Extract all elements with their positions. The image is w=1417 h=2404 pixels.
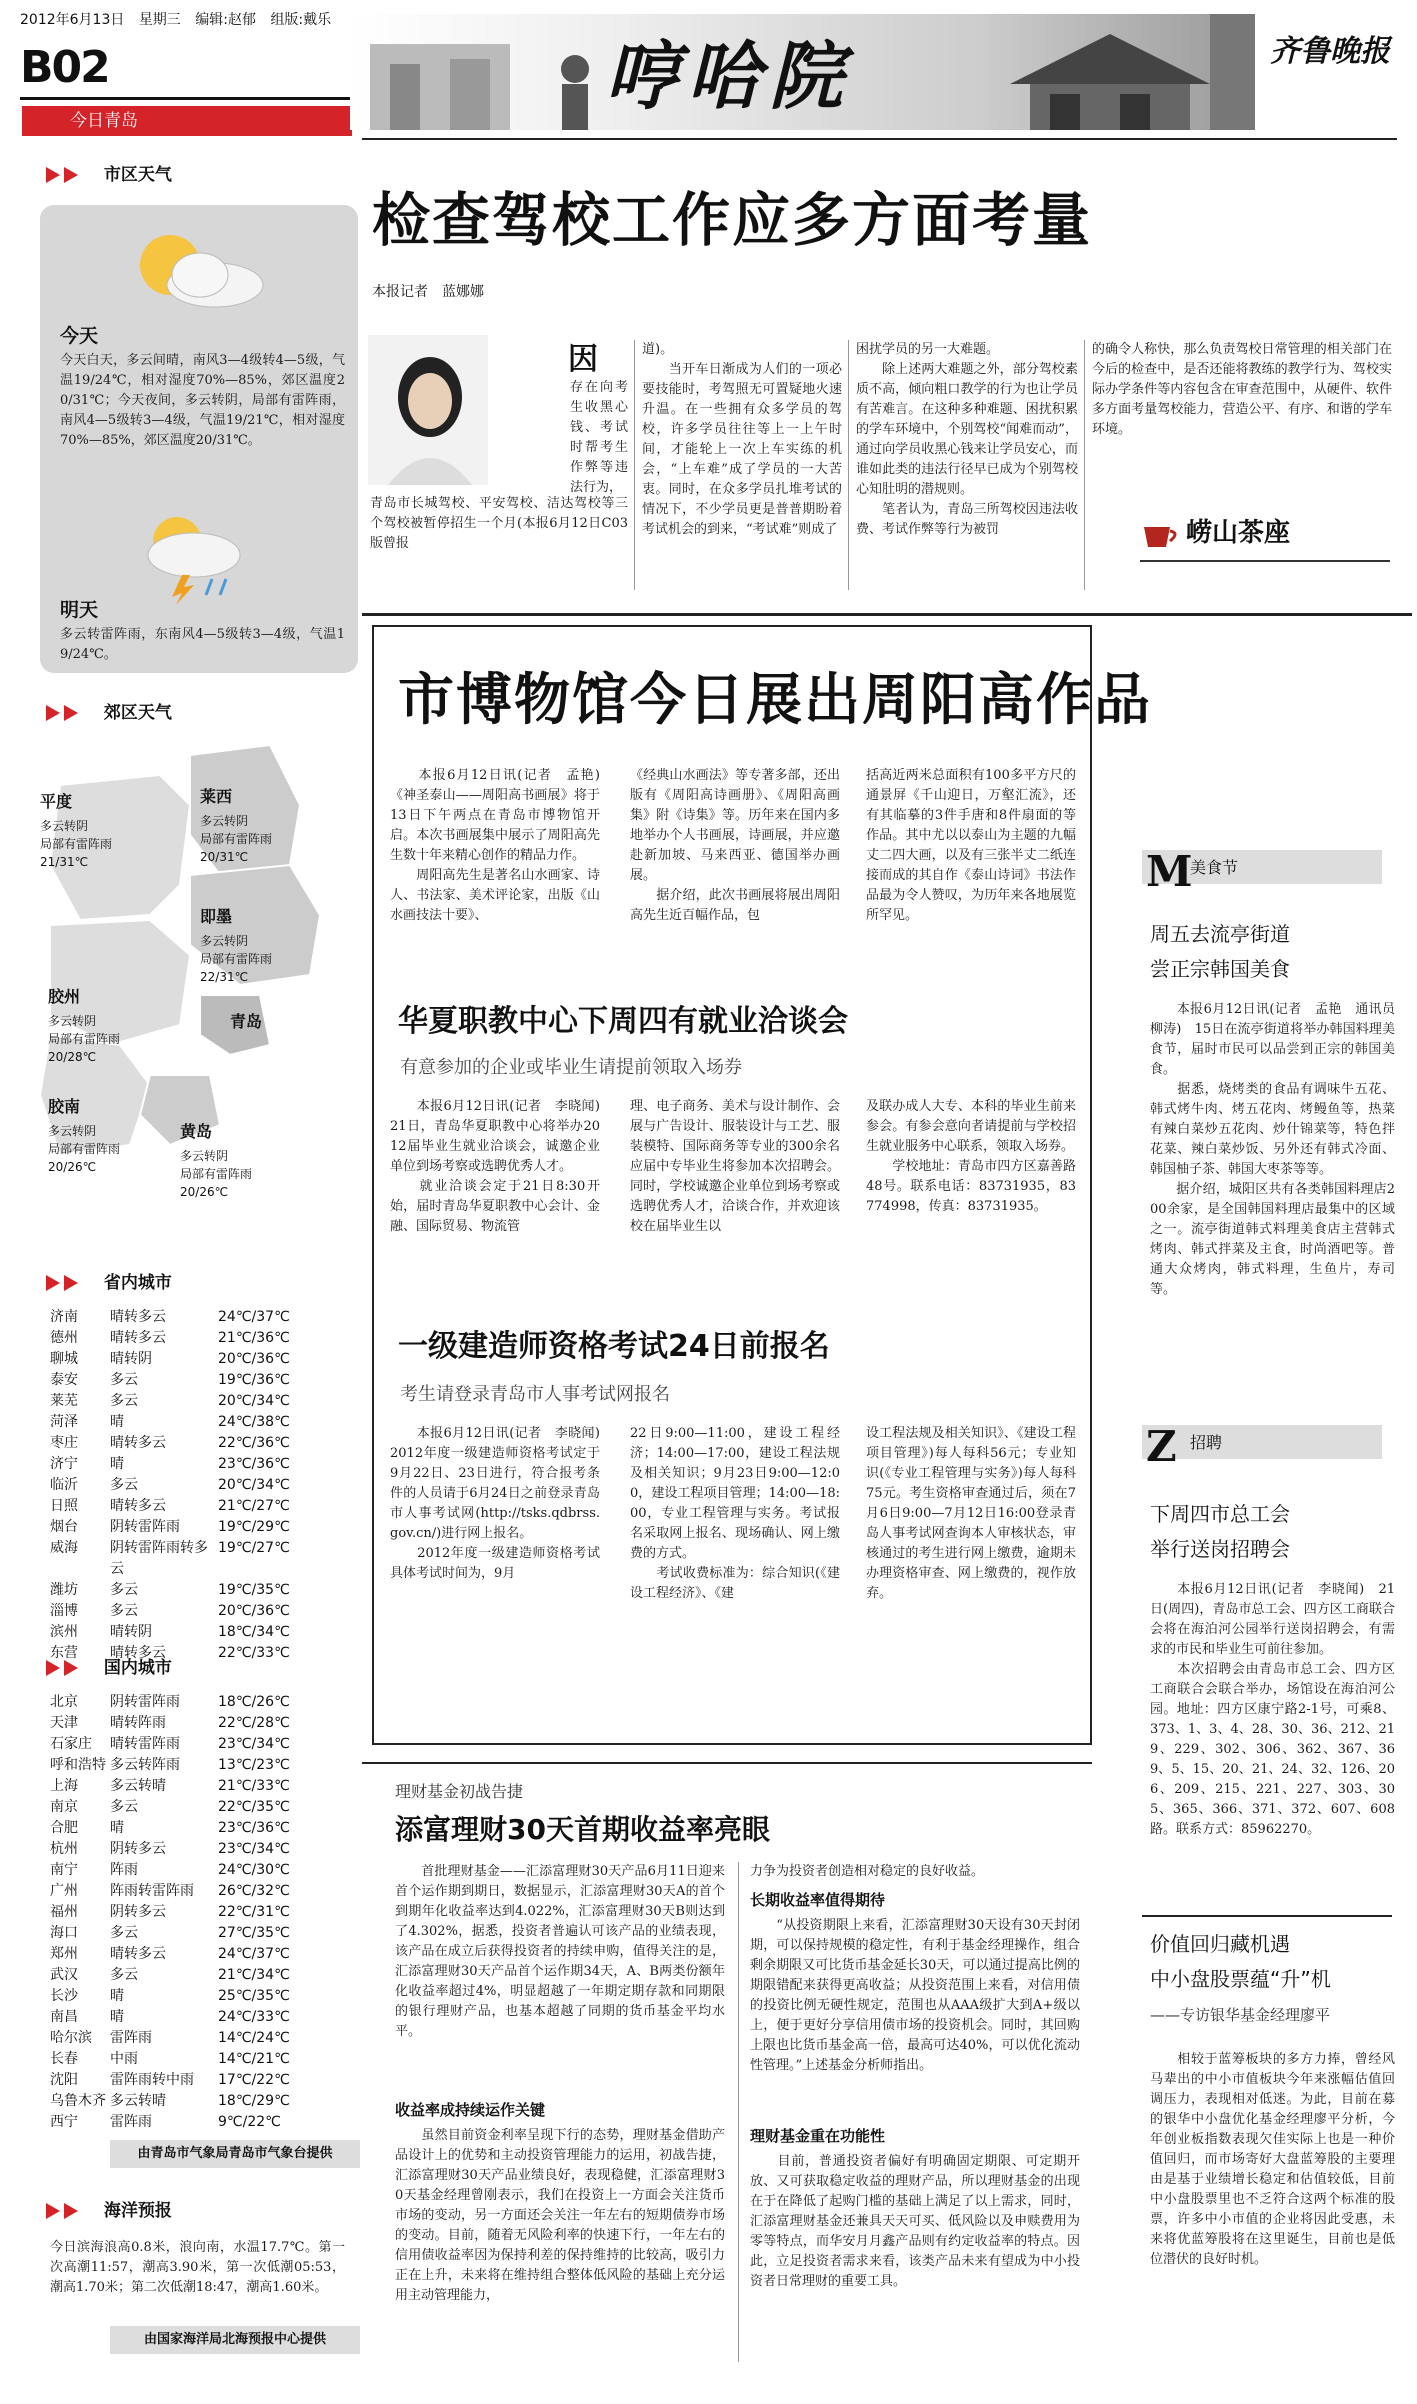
city-condition: 晴转雷阵雨 bbox=[110, 1736, 180, 1752]
today-label: 今天 bbox=[60, 325, 99, 347]
city-temperature: 20℃/36℃ bbox=[218, 1603, 290, 1619]
job-badge-letter: Z bbox=[1146, 1422, 1177, 1471]
city-temperature: 24℃/38℃ bbox=[218, 1414, 290, 1430]
city-row bbox=[50, 2049, 340, 2070]
suburb-map bbox=[40, 745, 360, 1265]
city-row bbox=[50, 1797, 340, 1818]
city-name: 西宁 bbox=[50, 2114, 78, 2130]
city-temperature: 23℃/36℃ bbox=[218, 1820, 290, 1836]
city-temperature: 19℃/36℃ bbox=[218, 1372, 290, 1388]
city-row bbox=[50, 1328, 340, 1349]
section-label: 今日青岛 bbox=[22, 106, 352, 136]
tea-column-name: 崂山茶座 bbox=[1186, 518, 1291, 548]
city-temperature: 24℃/33℃ bbox=[218, 2009, 290, 2025]
column-divider bbox=[634, 340, 635, 590]
city-temperature: 13℃/23℃ bbox=[218, 1757, 290, 1773]
city-row bbox=[50, 1412, 340, 1433]
city-row bbox=[50, 1517, 340, 1538]
city-row bbox=[50, 1986, 340, 2007]
city-temperature: 18℃/29℃ bbox=[218, 2093, 290, 2109]
city-row bbox=[50, 1734, 340, 1755]
city-condition: 阴转雷阵雨 bbox=[110, 1519, 180, 1535]
city-name: 天津 bbox=[50, 1715, 78, 1731]
article1-col1: 青岛市长城驾校、平安驾校、洁达驾校等三个驾校被暂停招生一个月(本报6月12日C03版曾报 bbox=[370, 496, 628, 551]
city-temperature: 22℃/36℃ bbox=[218, 1435, 290, 1451]
header-editor: 编辑:赵郁 bbox=[195, 12, 256, 28]
area-pingdu bbox=[40, 790, 112, 871]
article5-col2b: “从投资期限上来看，汇添富理财30天设有30天封闭期，可以保持规模的稳定性，有利于基金经理操作，组合剩余期限又可比货币基金延长30天，可以通过提高比例的期限错配来获得更高收益；从投资范围上来看，对信用债的投资比例无硬性规定，范围也从AAA级扩大到A+级以上，便于更好分享信用债市场的投资机会。同时，其回购上限也比货币基金高一倍，最高可达40%，可以优化流动性管理。”上述基金分析师指出。 bbox=[750, 1918, 1080, 2073]
city-row bbox=[50, 1370, 340, 1391]
city-name: 广州 bbox=[50, 1883, 78, 1899]
arrow-icon bbox=[64, 1275, 78, 1291]
city-temperature: 21℃/33℃ bbox=[218, 1778, 290, 1794]
article5-col1a: 首批理财基金——汇添富理财30天产品6月11日迎来首个运作期到期日，数据显示，汇添富理财30天A的首个到期年化收益率达到4.022%，汇添富理财30天B则达到了4.302%，据悉，投资者普遍认可该产品的业绩表现，该产品在成立后获得投资者的持续申购，值得关注的是，汇添富理财30天产品首个运作期34天，A、B两类份额年化收益率超过4%，明显超越了一年期定期存款和同期限的银行理财产品，也基本超越了同期的货币基金平均水平。 bbox=[395, 1864, 725, 2039]
national-source: 由青岛市气象局青岛市气象台提供 bbox=[110, 2140, 360, 2168]
area-forecast: 多云转阴 局部有雷阵雨 20/26℃ bbox=[48, 1124, 121, 1175]
tomorrow-label: 明天 bbox=[60, 599, 99, 621]
city-row bbox=[50, 1923, 340, 1944]
header-layout: 组版:戴乐 bbox=[270, 12, 332, 28]
city-condition: 多云 bbox=[110, 1477, 138, 1493]
city-condition: 多云转阵雨 bbox=[110, 1757, 180, 1773]
city-condition: 阴转雷阵雨 bbox=[110, 1694, 180, 1710]
city-row bbox=[50, 1902, 340, 1923]
city-temperature: 22℃/35℃ bbox=[218, 1799, 290, 1815]
city-temperature: 14℃/24℃ bbox=[218, 2030, 290, 2046]
arrow-icon bbox=[64, 705, 78, 721]
city-name: 莱芜 bbox=[50, 1393, 78, 1409]
city-condition: 多云 bbox=[110, 1799, 138, 1815]
city-name: 上海 bbox=[50, 1778, 78, 1794]
city-row bbox=[50, 1538, 340, 1580]
article1-col3: 困扰学员的另一大难题。 除上述两大难题之外，部分驾校素质不高，倾向粗口教学的行为也让学员有苦难言。在这种多种难题、困扰积累的学车环境中，个别驾校“闻难而动”，通过向学员收黑心钱来让学员安心，而谁如此类的违法行径早已成为个别驾校心知肚明的潜规则。 笔者认为，青岛三所驾校因违法收费、考试作弊等行为被罚 bbox=[856, 342, 1078, 537]
city-name: 福州 bbox=[50, 1904, 78, 1920]
city-row bbox=[50, 1496, 340, 1517]
city-temperature: 24℃/37℃ bbox=[218, 1309, 290, 1325]
arrow-icon bbox=[64, 167, 78, 183]
article1-col2: 道)。 当开车日渐成为人们的一项必要技能时，考驾照无可置疑地火速升温。在一些拥有众多学员的驾校，许多学员往往等上一上午时间，才能轮上一次上车实练的机会，“上车难”成了学员的一大苦衷。同时，在众多学员扎堆考试的情况下，不少学员更是普普期盼着考试机会的到来，“考试难”则成了 bbox=[642, 342, 842, 537]
city-row bbox=[50, 2091, 340, 2112]
column-divider bbox=[738, 1862, 739, 2362]
city-name: 南京 bbox=[50, 1799, 78, 1815]
city-condition: 晴转多云 bbox=[110, 1435, 166, 1451]
city-condition: 晴转阴 bbox=[110, 1351, 152, 1367]
suburb-weather-title: 郊区天气 bbox=[103, 703, 172, 723]
city-row bbox=[50, 1580, 340, 1601]
header-weekday: 星期三 bbox=[138, 12, 181, 28]
article1-title: 检查驾校工作应多方面考量 bbox=[372, 186, 1093, 254]
job-text: 本报6月12日讯(记者 李晓闻) 21日(周四)，青岛市总工会、四方区工商联合会将在海泊河公园举行送岗招聘会，有需求的市民和毕业生可前往参加。 本次招聘会由青岛市总工会、四方区工商联合会联合举办，场馆设在海泊河公园。地址：四方区康宁路2-1号，可乘8、373、1、3、4、28、30、36、212、219、229、302、306、362、367、369、5、15、20、21、24、32、126、206、209、215、221、227、303、305、365、366、371、372、607、608路。联系方式：85962270。 bbox=[1150, 1582, 1395, 1837]
city-name: 南宁 bbox=[50, 1862, 78, 1878]
city-condition: 多云 bbox=[110, 1393, 138, 1409]
province-title: 省内城市 bbox=[103, 1273, 172, 1293]
city-condition: 雷阵雨转中雨 bbox=[110, 2072, 194, 2088]
city-row bbox=[50, 1475, 340, 1496]
city-temperature: 19℃/27℃ bbox=[218, 1540, 290, 1556]
city-temperature: 20℃/34℃ bbox=[218, 1477, 290, 1493]
city-condition: 阵雨 bbox=[110, 1862, 138, 1878]
city-row bbox=[50, 1818, 340, 1839]
city-row bbox=[50, 1755, 340, 1776]
header-date: 2012年6月13日 bbox=[20, 12, 125, 28]
city-condition: 晴转多云 bbox=[110, 1645, 166, 1661]
city-name: 烟台 bbox=[50, 1519, 78, 1535]
city-condition: 晴 bbox=[110, 2009, 124, 2025]
article2-col3: 括高近两米总面积有100多平方尺的通景屏《千山迎日，万壑汇流》，还有其临摹的3件手唐和8件扇面的等作品。其中尤以以泰山为主题的九幅丈二四大画，以及有三张半丈二纸连接而成的其自作《泰山诗词》书法作品最为令人赞叹，为历年来各地展览所罕见。 bbox=[866, 768, 1076, 923]
article5-col1b: 虽然目前资金利率呈现下行的态势，理财基金借助产品设计上的优势和主动投资管理能力的运用，初战告捷，汇添富理财30天产品业绩良好，表现稳健，汇添富理财30天基金经理曾刚表示，我们在投资上一方面会关注货币市场的变动，另一方面还会关注一年左右的短期债券市场的变动。目前，随着无风险利率的快速下行，一年左右的信用债收益率因为保持利差的保持维持的比较高，吸引力正在上升，未来将在维持组合整体低风险的基础上充分运用主动管理能力， bbox=[395, 2128, 725, 2303]
article2-col2: 《经典山水画法》等专著多部，还出版有《周阳高诗画册》、《周阳高画集》附《诗集》等。历年来在国内多地举办个人书画展，诗画展，并应邀赴新加坡、马来西亚、德国举办画展。 据介绍，此次书画展将展出周阳高先生近百幅作品，包 bbox=[630, 768, 840, 923]
area-qingdao: 青岛 bbox=[230, 1012, 263, 1031]
city-name: 聊城 bbox=[50, 1351, 78, 1367]
food-text: 本报6月12日讯(记者 孟艳 通讯员 柳涛) 15日在流亭街道将举办韩国料理美食节，届时市民可以品尝到正宗的韩国美食。 据悉，烧烤类的食品有调味牛五花、韩式烤牛肉、烤五花肉、烤鳗鱼等，热菜有辣白菜炒五花肉、炒什锦菜等，特色拌花菜、辣白菜炒饭、另外还有韩式冷面、韩国柚子茶、韩国大枣茶等等。 据介绍，城阳区共有各类韩国料理店200余家，是全国韩国料理店最集中的区域之一。流亭街道韩式料理美食店主营韩式烤肉、韩式拌菜及主食，时尚酒吧等。普通大众烤肉，韩式料理，生鱼片，寿司等。 bbox=[1150, 1002, 1395, 1297]
city-temperature: 20℃/36℃ bbox=[218, 1351, 290, 1367]
city-name: 潍坊 bbox=[50, 1582, 78, 1598]
dropcap: 因 bbox=[568, 342, 598, 377]
article5-col2c: 目前，普通投资者偏好有明确固定期限、可定期开放、又可获取稳定收益的理财产品，所以理财基金的出现在于在降低了起购门槛的基础上满足了以上需求，同时，汇添富理财基金还兼具天天可买、低风险以及申赎费用为零等特点，而华安月月鑫产品则有约定收益率的特点。因此，立足投资者需求来看，该类产品未来有望成为中小投资者日常理财的重要工具。 bbox=[750, 2154, 1080, 2289]
city-condition: 多云 bbox=[110, 1603, 138, 1619]
city-temperature: 22℃/31℃ bbox=[218, 1904, 290, 1920]
city-row bbox=[50, 2007, 340, 2028]
city-name: 武汉 bbox=[50, 1967, 78, 1983]
city-condition: 阴转雷阵雨转多云 bbox=[110, 1540, 208, 1577]
article5-sub1: 收益率成持续运作关键 bbox=[395, 2101, 546, 2119]
brand-logo: 齐鲁晚报 bbox=[1270, 34, 1390, 69]
city-name: 乌鲁木齐 bbox=[50, 2093, 106, 2109]
city-name: 德州 bbox=[50, 1330, 78, 1346]
city-row bbox=[50, 1349, 340, 1370]
article2-col1: 本报6月12日讯(记者 孟艳)《神圣泰山——周阳高书画展》将于13日下午两点在青岛市博物馆开启。本次书画展集中展示了周阳高先生数十年来精心创作的精品力作。 周阳高先生是著名山水画家、诗人、书法家、美术评论家，出版《山水画技法十要》、 bbox=[390, 768, 600, 923]
city-name: 石家庄 bbox=[50, 1736, 92, 1752]
city-weather-heading bbox=[46, 160, 172, 190]
city-row bbox=[50, 1713, 340, 1734]
city-condition: 多云 bbox=[110, 1372, 138, 1388]
area-name: 莱西 bbox=[200, 787, 233, 806]
header-meta bbox=[20, 10, 341, 30]
city-weather-box bbox=[40, 205, 358, 673]
arrow-icon bbox=[46, 167, 60, 183]
city-temperature: 21℃/36℃ bbox=[218, 1330, 290, 1346]
food-badge-letter: M bbox=[1146, 847, 1193, 896]
area-jiaozhou bbox=[48, 985, 120, 1066]
city-name: 合肥 bbox=[50, 1820, 78, 1836]
city-condition: 晴转多云 bbox=[110, 1946, 166, 1962]
city-temperature: 14℃/21℃ bbox=[218, 2051, 290, 2067]
province-heading bbox=[46, 1268, 172, 1298]
city-row bbox=[50, 2070, 340, 2091]
province-table bbox=[50, 1307, 340, 1664]
city-temperature: 17℃/22℃ bbox=[218, 2072, 290, 2088]
article5-sub3: 理财基金重在功能性 bbox=[750, 2127, 886, 2145]
city-name: 菏泽 bbox=[50, 1414, 78, 1430]
arrow-icon bbox=[64, 2203, 78, 2219]
city-name: 长春 bbox=[50, 2051, 78, 2067]
ocean-heading bbox=[46, 2196, 172, 2226]
city-row bbox=[50, 1839, 340, 1860]
area-name: 平度 bbox=[40, 792, 73, 811]
city-row bbox=[50, 1454, 340, 1475]
city-condition: 晴 bbox=[110, 1414, 124, 1430]
article1-byline: 本报记者 蓝娜娜 bbox=[372, 284, 484, 300]
area-forecast: 多云转阴 局部有雷阵雨 20/31℃ bbox=[200, 814, 273, 865]
city-name: 杭州 bbox=[50, 1841, 78, 1857]
city-name: 滨州 bbox=[50, 1624, 78, 1640]
city-temperature: 23℃/36℃ bbox=[218, 1456, 290, 1472]
city-name: 威海 bbox=[50, 1540, 78, 1556]
area-jimo bbox=[200, 905, 272, 986]
city-condition: 晴 bbox=[110, 1820, 124, 1836]
teacup-icon bbox=[1140, 517, 1180, 551]
article5-kicker: 理财基金初战告捷 bbox=[395, 1782, 524, 1801]
article1-col4: 的确令人称快，那么负责驾校日常管理的相关部门在今后的检查中，是否还能将教练的教学行为、驾校实际办学条件等内容包含在审查范围中，从硬件、软件多方面考量驾校能力，营造公平、有序、和谐的学车环境。 bbox=[1092, 342, 1392, 437]
city-temperature: 9℃/22℃ bbox=[218, 2114, 281, 2130]
box-top-rule bbox=[362, 613, 1412, 616]
area-forecast: 多云转阴 局部有雷阵雨 22/31℃ bbox=[200, 934, 273, 985]
city-temperature: 20℃/34℃ bbox=[218, 1393, 290, 1409]
arrow-icon bbox=[64, 1660, 78, 1676]
city-row bbox=[50, 2112, 340, 2133]
city-temperature: 24℃/37℃ bbox=[218, 1946, 290, 1962]
city-row bbox=[50, 1776, 340, 1797]
city-name: 淄博 bbox=[50, 1603, 78, 1619]
city-condition: 晴转多云 bbox=[110, 1498, 166, 1514]
partly-cloudy-icon bbox=[120, 223, 270, 313]
article3-col3: 及联办成人大专、本科的毕业生前来参会。有参会意向者请提前与学校招生就业服务中心联系，领取入场券。 学校地址：青岛市四方区嘉善路48号。联系电话：83731935，83774998，传真：83731935。 bbox=[866, 1099, 1076, 1214]
city-condition: 晴转阵雨 bbox=[110, 1715, 166, 1731]
article4-subtitle: 考生请登录青岛市人事考试网报名 bbox=[400, 1384, 670, 1405]
city-condition: 晴转多云 bbox=[110, 1309, 166, 1325]
column-divider bbox=[848, 340, 849, 590]
city-temperature: 26℃/32℃ bbox=[218, 1883, 290, 1899]
city-row bbox=[50, 2028, 340, 2049]
city-name: 济宁 bbox=[50, 1456, 78, 1472]
city-temperature: 18℃/26℃ bbox=[218, 1694, 290, 1710]
food-title1: 周五去流亭街道 bbox=[1150, 922, 1290, 946]
city-name: 呼和浩特 bbox=[50, 1757, 106, 1773]
city-weather-title: 市区天气 bbox=[103, 165, 172, 185]
city-temperature: 21℃/27℃ bbox=[218, 1498, 290, 1514]
ocean-forecast: 今日滨海浪高0.8米，浪向南，水温17.7℃。第一次高潮11:57，潮高3.90米，第一次低潮05:53，潮高1.70米；第二次低潮18:47，潮高1.60米。 bbox=[50, 2240, 345, 2295]
area-forecast: 多云转阴 局部有雷阵雨 20/28℃ bbox=[48, 1014, 121, 1065]
article3-col2: 理、电子商务、美术与设计制作、会展与广告设计、服装设计与工艺、服装模特、国际商务等专业的300余名应届中专毕业生将参加本次招聘会。同时，学校诚邀企业单位到场考察或选聘优秀人才，洽谈合作，并欢迎该校在届毕业生以 bbox=[630, 1099, 840, 1234]
city-name: 济南 bbox=[50, 1309, 78, 1325]
city-condition: 阵雨转雷阵雨 bbox=[110, 1883, 194, 1899]
article3-title: 华夏职教中心下周四有就业洽谈会 bbox=[398, 1004, 848, 1039]
author-photo bbox=[368, 335, 488, 485]
area-forecast: 多云转阴 局部有雷阵雨 20/26℃ bbox=[180, 1149, 253, 1200]
job-section: 招聘 bbox=[1190, 1433, 1223, 1452]
city-condition: 多云 bbox=[110, 1925, 138, 1941]
city-temperature: 24℃/30℃ bbox=[218, 1862, 290, 1878]
food-title2: 尝正宗韩国美食 bbox=[1150, 957, 1290, 981]
article5-sub2: 长期收益率值得期待 bbox=[750, 1891, 886, 1909]
city-condition: 多云转晴 bbox=[110, 2093, 166, 2109]
article3-subtitle: 有意参加的企业或毕业生请提前领取入场券 bbox=[400, 1057, 742, 1078]
city-temperature: 23℃/34℃ bbox=[218, 1736, 290, 1752]
column-divider bbox=[1084, 340, 1085, 590]
article5-col2a: 力争为投资者创造相对稳定的良好收益。 bbox=[750, 1864, 985, 1879]
tomorrow-forecast: 多云转雷阵雨，东南风4—5级转3—4级，气温19/24℃。 bbox=[60, 627, 345, 662]
area-huangdao bbox=[180, 1120, 252, 1201]
city-temperature: 25℃/35℃ bbox=[218, 1988, 290, 2004]
city-row bbox=[50, 1433, 340, 1454]
article4-col1: 本报6月12日讯(记者 李晓闻) 2012年度一级建造师资格考试定于9月22日、23日进行，符合报考条件的人员请于6月24日之前登录青岛市人事考试网(http://tsks.qdbrss.gov.cn/)进行网上报名。 2012年度一级建造师资格考试具体考试时间为，9月 bbox=[390, 1426, 600, 1581]
city-temperature: 27℃/35℃ bbox=[218, 1925, 290, 1941]
city-temperature: 22℃/28℃ bbox=[218, 1715, 290, 1731]
today-forecast: 今天白天，多云间晴，南风3—4级转4—5级，气温19/24℃，相对湿度70%—85%，郊区温度20/31℃；今天夜间，多云转阴，局部有雷阵雨，南风4—5级转3—4级，气温19/21℃，相对湿度70%—85%，郊区温度20/31℃。 bbox=[60, 353, 345, 448]
city-name: 沈阳 bbox=[50, 2072, 78, 2088]
city-row bbox=[50, 1965, 340, 1986]
suburb-weather-heading bbox=[46, 698, 172, 728]
arrow-icon bbox=[46, 1660, 60, 1676]
article3-col1: 本报6月12日讯(记者 李晓闻) 21日，青岛华夏职教中心将举办2012届毕业生就业洽谈会，诚邀企业单位到场考察或选聘优秀人才。 就业洽谈会定于21日8:30开始，届时青岛华夏职教中心会计、金融、国际贸易、物流管 bbox=[390, 1099, 600, 1234]
city-row bbox=[50, 1692, 340, 1713]
page-number: B02 bbox=[20, 42, 109, 93]
city-name: 郑州 bbox=[50, 1946, 78, 1962]
arrow-icon bbox=[46, 705, 60, 721]
article4-col3: 设工程法规及相关知识》、《建设工程项目管理》)每人每科56元；专业知识(《专业工程管理与实务》)每人每科75元。考生资格审查通过后，须在7月6日9:00—7月12日16:00登录青岛人事考试网查询本人审核状态，审核通过的考生进行网上缴费，逾期未办理资格审查、网上缴费的，视作放弃。 bbox=[866, 1426, 1076, 1601]
city-name: 长沙 bbox=[50, 1988, 78, 2004]
city-name: 临沂 bbox=[50, 1477, 78, 1493]
value-title2: 中小盘股票蕴“升”机 bbox=[1150, 1967, 1331, 1991]
city-condition: 多云 bbox=[110, 1582, 138, 1598]
city-row bbox=[50, 1881, 340, 1902]
tea-rule bbox=[1140, 560, 1390, 562]
area-name: 即墨 bbox=[200, 907, 233, 926]
city-name: 东营 bbox=[50, 1645, 78, 1661]
job-title2: 举行送岗招聘会 bbox=[1150, 1537, 1290, 1561]
top-rule bbox=[362, 138, 1397, 140]
article4-title: 一级建造师资格考试24日前报名 bbox=[398, 1329, 830, 1364]
portrait-illustration bbox=[368, 335, 488, 485]
city-condition: 多云 bbox=[110, 1967, 138, 1983]
job-title1: 下周四市总工会 bbox=[1150, 1502, 1290, 1526]
article5-rule bbox=[362, 1762, 1092, 1764]
city-row bbox=[50, 1944, 340, 1965]
city-row bbox=[50, 1601, 340, 1622]
city-temperature: 18℃/34℃ bbox=[218, 1624, 290, 1640]
city-row bbox=[50, 1391, 340, 1412]
value-rule bbox=[1142, 1915, 1392, 1917]
city-condition: 阴转多云 bbox=[110, 1841, 166, 1857]
article4-col2: 22日9:00—11:00，建设工程经济；14:00—17:00，建设工程法规及相关知识；9月23日9:00—12:00，建设工程项目管理；14:00—18:00，专业工程管理与实务。考试报名采取网上报名、现场确认、网上缴费的方式。 考试收费标准为：综合知识(《建设工程经济》、《建 bbox=[630, 1426, 840, 1601]
column-banner bbox=[350, 14, 1255, 130]
city-condition: 多云转晴 bbox=[110, 1778, 166, 1794]
city-condition: 晴 bbox=[110, 1988, 124, 2004]
city-temperature: 21℃/34℃ bbox=[218, 1967, 290, 1983]
city-condition: 雷阵雨 bbox=[110, 2030, 152, 2046]
city-name: 哈尔滨 bbox=[50, 2030, 92, 2046]
city-temperature: 19℃/35℃ bbox=[218, 1582, 290, 1598]
article1-col1-top: 存在向考生收黑心钱、考试时帮考生作弊等违法行为， bbox=[570, 380, 628, 495]
city-temperature: 23℃/34℃ bbox=[218, 1841, 290, 1857]
area-name: 胶南 bbox=[48, 1097, 81, 1116]
value-text: 相较于蓝筹板块的多方力捧，曾经风马辈出的中小市值板块今年来涨幅估值回调压力，表现相对低迷。为此，目前在募的银华中小盘优化基金经理廖平分析，今年创业板指数表现欠佳实际上也是一种价值回归，而市场寄好大盘蓝筹股的主要理由是基于业绩增长稳定和估值较低，目前中小盘股票里也不乏符合这两个标准的股票，许多中小市值的企业将因此受惠，未来将优蓝筹股将在这里诞生，目前也是低位潜伏的良好时机。 bbox=[1150, 2052, 1395, 2267]
city-temperature: 19℃/29℃ bbox=[218, 1519, 290, 1535]
ocean-title: 海洋预报 bbox=[103, 2201, 172, 2221]
header-rule bbox=[20, 97, 350, 100]
value-title1: 价值回归藏机遇 bbox=[1150, 1932, 1290, 1956]
national-title: 国内城市 bbox=[103, 1658, 172, 1678]
city-condition: 阴转多云 bbox=[110, 1904, 166, 1920]
city-row bbox=[50, 1307, 340, 1328]
city-temperature: 22℃/33℃ bbox=[218, 1645, 290, 1661]
city-name: 海口 bbox=[50, 1925, 78, 1941]
value-byline: ——专访银华基金经理廖平 bbox=[1150, 2006, 1331, 2024]
column-logo: 哼哈院 bbox=[605, 34, 851, 120]
area-laixi bbox=[200, 785, 272, 866]
area-jiaonan bbox=[48, 1095, 120, 1176]
city-row bbox=[50, 1860, 340, 1881]
city-name: 日照 bbox=[50, 1498, 78, 1514]
national-heading bbox=[46, 1653, 172, 1683]
city-condition: 晴转多云 bbox=[110, 1330, 166, 1346]
city-name: 北京 bbox=[50, 1694, 78, 1710]
food-section: 美食节 bbox=[1190, 858, 1239, 877]
thunderstorm-icon bbox=[122, 505, 262, 605]
city-name: 枣庄 bbox=[50, 1435, 78, 1451]
city-name: 泰安 bbox=[50, 1372, 78, 1388]
area-name: 胶州 bbox=[48, 987, 81, 1006]
city-condition: 雷阵雨 bbox=[110, 2114, 152, 2130]
column-logo-tea bbox=[1140, 515, 1290, 553]
article2-title: 市博物馆今日展出周阳高作品 bbox=[398, 668, 1152, 733]
ocean-source: 由国家海洋局北海预报中心提供 bbox=[110, 2326, 360, 2354]
national-table bbox=[50, 1692, 340, 2133]
arrow-icon bbox=[46, 2203, 60, 2219]
area-forecast: 多云转阴 局部有雷阵雨 21/31℃ bbox=[40, 819, 113, 870]
city-name: 南昌 bbox=[50, 2009, 78, 2025]
arrow-icon bbox=[46, 1275, 60, 1291]
city-condition: 晴 bbox=[110, 1456, 124, 1472]
job-badge bbox=[1142, 1422, 1382, 1471]
city-condition: 晴转阴 bbox=[110, 1624, 152, 1640]
city-condition: 中雨 bbox=[110, 2051, 138, 2067]
food-badge bbox=[1142, 847, 1382, 896]
city-row bbox=[50, 1622, 340, 1643]
article5-title: 添富理财30天首期收益率亮眼 bbox=[395, 1813, 770, 1846]
area-name: 黄岛 bbox=[180, 1122, 213, 1141]
